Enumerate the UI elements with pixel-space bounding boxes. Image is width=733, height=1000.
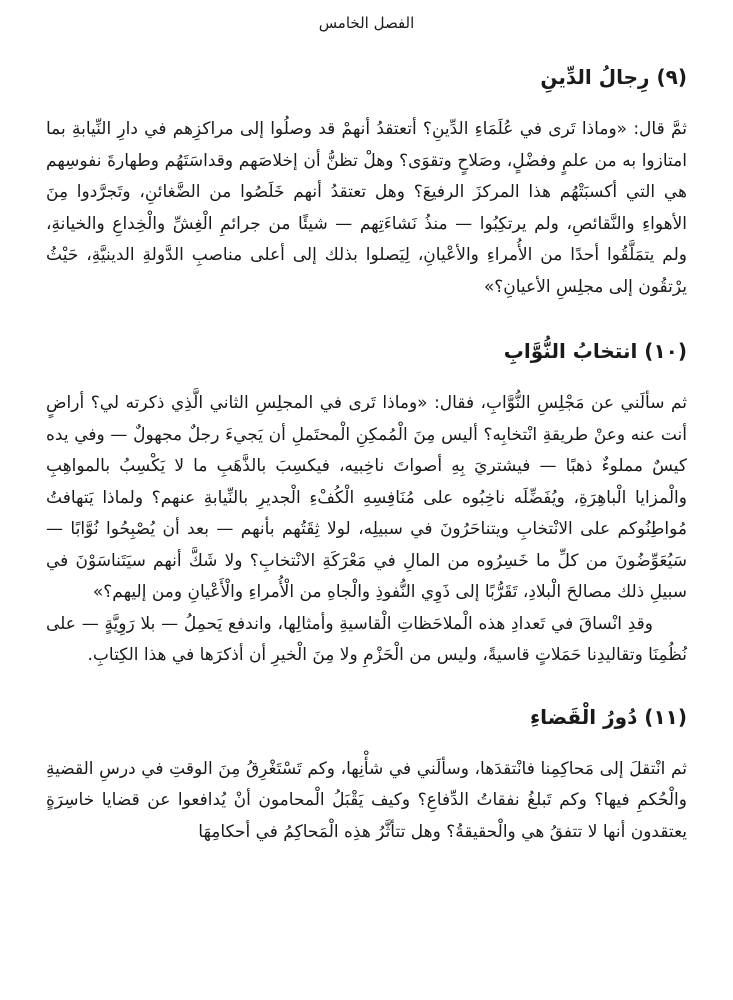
section-religious-men: [46, 62, 687, 303]
paragraph: ثم سألَني عن مَجْلِسِ النُّوَّابِ، فقال: «وماذا تَرى في المجلِسِ الثاني الَّذِي ذكرته لي؟ أراضٍ أنت عنه وعنْ طريقةِ انْتخابِه؟ أليس مِنَ الْمُمكِنِ الْمحتَملِ أن يَجيءَ رجلٌ مجهولٌ — وفي يده كيسٌ مملوءٌ ذهبًا — فيشتريَ بِهِ أصواتَ ناخِبيه، فيكسِبَ بالذَّهَبِ ما لا يَكْسِبُ بالمواهِبِ والْمزايا الْباهِرَةِ، ويُفَضِّلَه ناخِبُوه على مُنَافِسِهِ الْكُفْءِ الْجديرِ بالنِّيابةِ عنهم؟ ولماذا يَتهافتُ مُواطِنُوكم على الانْتخابِ ويتناحَرُونَ في سبيلِه، لولا ثِقَتُهم بأنهم — بعد أن يُصْبِحُوا نُوَّابًا — سَيُعَوِّضُونَ من كلِّ ما خَسِرُوه من المالِ في مَعْرَكَةِ الانْتخابِ؟ ولا شَكَّ أنهم سيَتَناسَوْنَ في سبيلِ ذلك مصالحَ الْبلادِ، تَقَرُّبًا إلى ذَوِي النُّفوذِ والْجاهِ من الْأُمراءِ والْأَعْيانِ ومن إليهم؟»: [46, 393, 687, 602]
paragraph: ثم انْتقلَ إلى مَحاكِمِنا فانْتقدَها، وسألَني في شأْنِها، وكم تَسْتَغْرِقُ مِنَ الوقتِ في درسِ القضيةِ والْحُكمِ فيها؟ وكم تَبلغُ نفقاتُ الدِّفاعِ؟ وكيف يَقْبَلُ الْمحامون أنْ يُدافعوا عن قضايا خاسِرَةٍ يعتقدون أنها لا تتفقُ هي والْحقيقةُ؟ وهل تتأثَّرُ هذِه الْمَحاكِمُ في أحكامِهَا: [46, 758, 687, 842]
running-header: الفصل الخامس: [318, 14, 415, 32]
section-courts: [46, 702, 687, 849]
section-title: (٩) رِجالُ الدِّينِ: [540, 65, 687, 89]
section-deputies-election: [46, 336, 687, 672]
section-title: (١١) دُورُ الْقَضاءِ: [529, 704, 687, 729]
section-title: (١٠) انتخابُ النُّوَّابِ: [503, 339, 687, 363]
paragraph: وقدِ انْساقَ في تَعدادِ هذه الْملاحَظاتِ الْقاسيةِ وأمثالِها، واندفع يَحمِلُ — بلا رَوِيَّةٍ — على نُظُمِنَا وتقاليدِنا حَمَلاتٍ قاسيةً، وليس من الْحَزْمِ ولا مِنَ الْخيرِ أن أذكرَها في هذا الكِتابِ.: [46, 613, 687, 665]
paragraph: ثمَّ قال: «وماذا تَرى في عُلَمَاءِ الدِّينِ؟ أتعتقدُ أنهمْ قد وصلُوا إلى مراكزِهم في دارِ النِّيابةِ بما امتازوا به من علمٍ وفضْلٍ، وصَلاحٍ وتقوَى؟ وهلْ تظنُّ أن إخلاصَهم وقداسَتَهُم وطهارةَ نفوسِهم هي التي أكسبَتْهُم هذا المركزَ الرفيعَ؟ وهل تعتقدُ أنهم خَلَصُوا من الضَّغائنِ، وتَجرَّدوا مِنَ الأهواءِ والنَّقائصِ، ولم يرتكِبُوا — منذُ نَشاءَتِهم — شيئًا من جرائمِ الْغِشِّ والْخِداعِ والخيانةِ، ولم يتمَلَّقُوا أحدًا من الأُمراءِ والأعْيانِ، لِيَصلوا بذلك إلى أعلى مناصبِ الدَّولةِ الدينيَّةِ، حَيْثُ يرْتقُون إلى مجلِسِ الأعيانِ؟»: [46, 119, 687, 297]
